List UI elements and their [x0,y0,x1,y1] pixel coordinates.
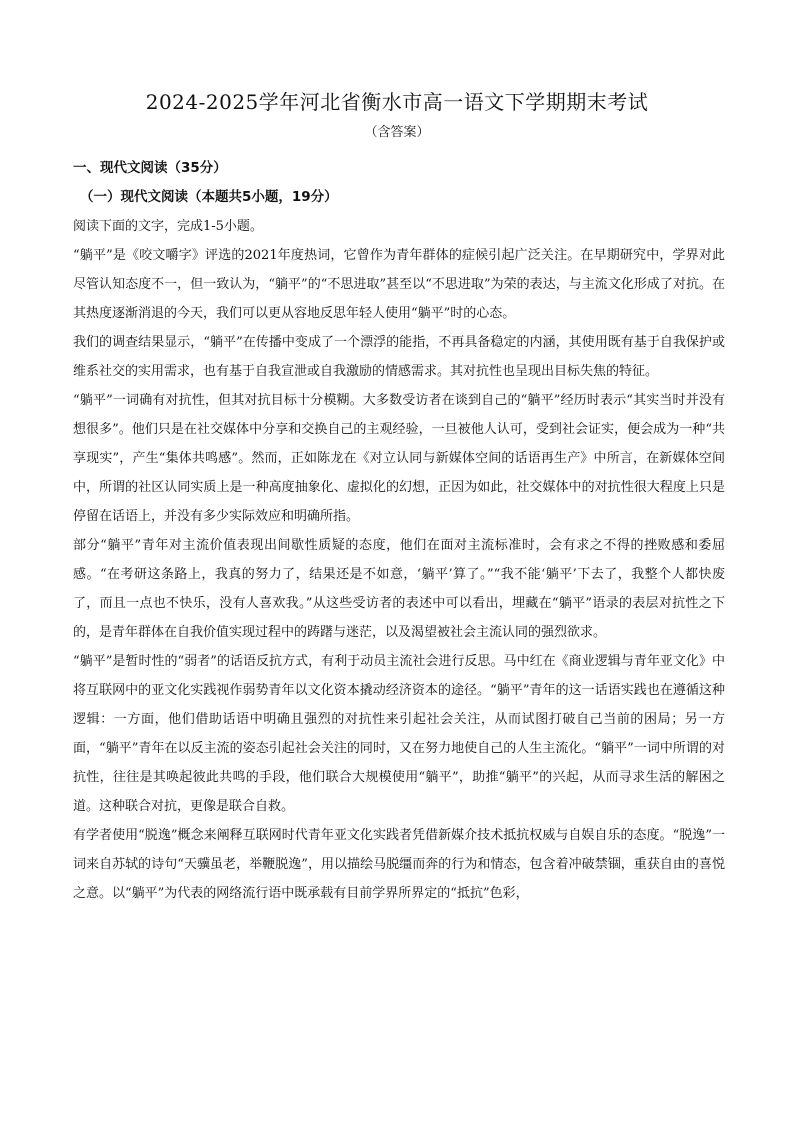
passage-paragraph: “躺平”一词确有对抗性，但其对抗目标十分模糊。大多数受访者在谈到自己的“躺平”经历时表示“其实当时并没有想很多”。他们只是在社交媒体中分享和交换自己的主观经验，一旦被他人认可，受到社会证实，便会成为一种“共享现实”，产生“集体共鸣感”。然而，正如陈龙在《对立认同与新媒体空间的话语再生产》中所言，在新媒体空间中，所谓的社区认同实质上是一种高度抽象化、虚拟化的幻想，正因为如此，社交媒体中的对抗性很大程度上只是停留在话语上，并没有多少实际效应和明确所指。 [73,393,725,524]
document-subtitle: （含答案） [364,125,430,140]
subsection-heading: （一）现代文阅读（本题共5小题，19分） [80,189,338,205]
passage-paragraph: “躺平”是《咬文嚼字》评选的2021年度热词，它曾作为青年群体的症候引起广泛关注。在早期研究中，学界对此尽管认知态度不一，但一致认为，“躺平”的“不思进取”甚至以“不思进取”为荣的表达，与主流文化形成了对抗。在其热度逐渐消退的今天，我们可以更从容地反思年轻人使用“躺平”时的心态。 [73,248,725,321]
instruction-paragraph: 阅读下面的文字，完成1-5小题。 [73,219,263,234]
document-title: 2024-2025学年河北省衡水市高一语文下学期期末考试 [145,90,649,114]
section-heading: 一、现代文阅读（35分） [73,160,227,176]
passage-paragraph: 我们的调查结果显示，“躺平”在传播中变成了一个漂浮的能指，不再具备稳定的内涵，其使用既有基于自我保护或维系社交的实用需求，也有基于自我宣泄或自我激励的情感需求。其对抗性也呈现出目标失焦的特征。 [73,335,725,379]
passage-body [73,212,725,908]
passage-paragraph: 部分“躺平”青年对主流价值表现出间歇性质疑的态度，他们在面对主流标准时，会有求之不得的挫败感和委屈感。“在考研这条路上，我真的努力了，结果还是不如意，‘躺平’算了。”“我不能‘躺平’下去了，我整个人都快废了，而且一点也不快乐，没有人喜欢我。”从这些受访者的表述中可以看出，埋藏在“躺平”语录的表层对抗性之下的，是青年群体在自我价值实现过程中的踌躇与迷茫，以及渴望被社会主流认同的强烈欲求。 [73,538,725,640]
passage-paragraph: 有学者使用“脱逸”概念来阐释互联网时代青年亚文化实践者凭借新媒介技术抵抗权威与自娱自乐的态度。“脱逸”一词来自苏轼的诗句“天骥虽老，举鞭脱逸”，用以描绘马脱缰而奔的行为和情态，包含着冲破禁锢，重获自由的喜悦之意。以“躺平”为代表的网络流行语中既承载有目前学界所界定的“抵抗”色彩， [73,828,725,901]
passage-paragraph: “躺平”是暂时性的“弱者”的话语反抗方式，有利于动员主流社会进行反思。马中红在《商业逻辑与青年亚文化》中将互联网中的亚文化实践视作弱势青年以文化资本撬动经济资本的途径。“躺平”青年的这一话语实践也在遵循这种逻辑：一方面，他们借助话语中明确且强烈的对抗性来引起社会关注，从而试图打破自己当前的困局；另一方面，“躺平”青年在以反主流的姿态引起社会关注的同时，又在努力地使自己的人生主流化。“躺平”一词中所谓的对抗性，往往是其唤起彼此共鸣的手段，他们联合大规模使用“躺平”，助推“躺平”的兴起，从而寻求生活的解困之道。这种联合对抗，更像是联合自救。 [73,654,725,814]
